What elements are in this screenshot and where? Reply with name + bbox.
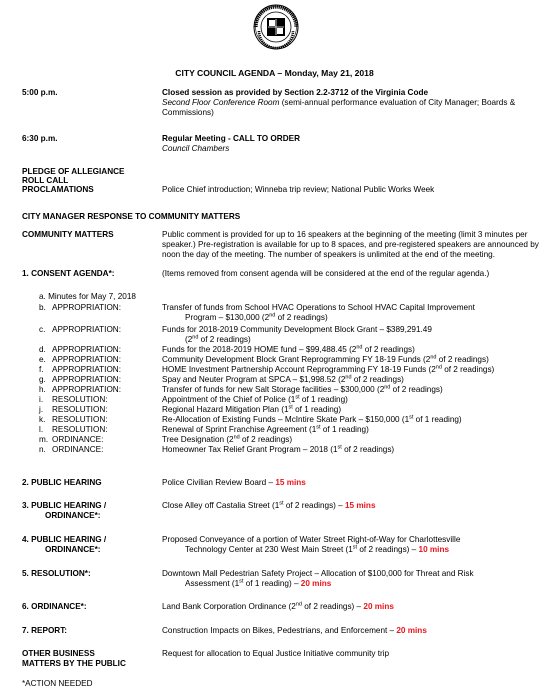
consent-item-text: Funds for the 2018-2019 HOME fund – $99,488.45 (2 [162,345,357,354]
consent-item-sup: st [337,444,342,451]
consent-item-letter: f. [39,365,44,374]
consent-item-type: RESOLUTION: [52,425,108,434]
consent-item-type: APPROPRIATION: [52,365,121,374]
public-hearing-3-mins: 15 mins [345,501,376,510]
consent-item-sup: st [316,424,321,431]
consent-item-text: Tree Designation (2 [162,435,234,444]
consent-item-sup: nd [345,374,352,381]
resolution-5-text-2: Assessment (1 [185,579,240,588]
consent-item-text: Spay and Neuter Program at SPCA – $1,998.52 (2 [162,375,346,384]
consent-item-letter: b. [39,303,46,312]
consent-item-sup: st [295,394,300,401]
consent-minutes: a. Minutes for May 7, 2018 [39,292,136,301]
consent-item-text-end: of 1 reading) [320,425,369,434]
public-hearing-2-mins: 15 mins [275,478,306,487]
ordinance-6-label: 6. ORDINANCE*: [22,602,87,611]
consent-item-text-cont: (2 [185,335,193,344]
other-business-text: Request for allocation to Equal Justice Initiative community trip [162,649,390,658]
consent-item-type: RESOLUTION: [52,395,108,404]
consent-item-type: ORDINANCE: [52,435,104,444]
consent-item-type: RESOLUTION: [52,415,108,424]
consent-item-type: APPROPRIATION: [52,355,121,364]
regular-meeting-time: 6:30 p.m. [22,134,58,143]
ordinance-6-sup: nd [295,601,302,608]
regular-meeting-location: Council Chambers [162,144,230,153]
consent-item-text-end: of 2 readings) [275,313,328,322]
public-hearing-2-text: Police Civilian Review Board – [162,478,276,487]
consent-item-text-end: of 1 reading) [292,405,342,414]
consent-item-text-cont: Program – $130,000 (2 [185,313,270,322]
consent-item-text: Transfer of funds for new Salt Storage facilities – $300,000 (2 [162,385,385,394]
consent-item-sup: nd [435,364,442,371]
consent-item-text: Renewal of Sprint Franchise Agreement (1 [162,425,317,434]
consent-item-text-end: of 2 readings) [239,435,293,444]
consent-item-letter: e. [39,355,46,364]
consent-item-letter: h. [39,385,46,394]
consent-item-letter: i. [39,395,44,404]
consent-item-text-end: of 2 readings) [362,345,415,354]
consent-item-sup: st [288,404,293,411]
consent-item-text-end: of 2 readings) [198,335,251,344]
agenda-title: CITY COUNCIL AGENDA – Monday, May 21, 2018 [175,68,374,78]
public-hearing-4-text: Proposed Conveyance of a portion of Water Street Right-of-Way for Charlottesville [162,535,461,544]
proclamations-heading: PROCLAMATIONS [22,185,94,194]
consent-item-text-end: of 1 reading) [413,415,462,424]
resolution-5-mins: 20 mins [300,579,332,588]
closed-session-detail: (semi-annual performance evaluation of City Manager; Boards & Commissions) [162,98,516,117]
consent-item-text-end: of 2 readings) [441,365,495,374]
consent-item-text: Appointment of the Chief of Police (1 [162,395,296,404]
consent-item-type: APPROPRIATION: [52,303,121,312]
consent-agenda-note: (Items removed from consent agenda will be considered at the end of the regular agenda.) [162,269,490,278]
community-matters-text: Public comment is provided for up to 16 speakers at the beginning of the meeting (limit 3 minutes per speaker.) Pre-registration is available for up to 8 spaces, and pre-registered speakers are announced by noon the day of the meeting. The number of speakers is unlimited at the end of the meeting. [162,230,539,260]
consent-item-text-end: of 2 readings) [351,375,404,384]
report-7-mins: 20 mins [396,626,427,635]
consent-item-sup: nd [269,312,276,319]
public-hearing-4-sup: st [352,544,358,551]
consent-item-text: Transfer of funds from School HVAC Operations to School HVAC Capital Improvement [162,303,475,312]
consent-item-text: Community Development Block Grant Reprogramming FY 18-19 Funds (2 [162,355,431,364]
consent-item-sup: nd [384,384,391,391]
consent-item-text: Regional Hazard Mitigation Plan (1 [162,405,289,414]
consent-item-type: RESOLUTION: [52,405,108,414]
ordinance-6-text-end: of 2 readings) – [301,602,364,611]
regular-meeting-heading: Regular Meeting - CALL TO ORDER [162,134,300,143]
consent-item-letter: d. [39,345,46,354]
consent-item-type: APPROPRIATION: [52,385,121,394]
community-matters-label: COMMUNITY MATTERS [22,230,114,239]
consent-item-type: APPROPRIATION: [52,345,121,354]
consent-item-sup: nd [356,344,363,351]
consent-item-letter: g. [39,375,46,384]
public-hearing-4-sublabel: ORDINANCE*: [45,545,101,554]
consent-item-text-end: of 2 readings) [341,445,395,454]
public-hearing-3-text-end: of 2 readings) – [283,501,345,510]
closed-session-heading: Closed session as provided by Section 2.2-3712 of the Virginia Code [162,88,429,97]
public-hearing-3-label: 3. PUBLIC HEARING / [22,501,107,510]
public-hearing-4-label: 4. PUBLIC HEARING / [22,535,107,544]
consent-item-text: Re-Allocation of Existing Funds – McIntire Skate Park – $150,000 (1 [162,415,410,424]
action-needed-footnote: *ACTION NEEDED [22,679,93,688]
resolution-5-text: Downtown Mall Pedestrian Safety Project – Allocation of $100,000 for Threat and Risk [162,569,474,578]
consent-item-letter: j. [39,405,44,414]
resolution-5-label: 5. RESOLUTION*: [22,569,91,578]
resolution-5-text-end: of 1 reading) – [243,579,301,588]
matters-by-public-label: MATTERS BY THE PUBLIC [22,659,126,668]
public-hearing-3-text: Close Alley off Castalia Street (1 [162,501,280,510]
consent-agenda-label: 1. CONSENT AGENDA*: [22,269,115,278]
consent-item-type: APPROPRIATION: [52,325,121,334]
consent-item-sup: nd [233,434,240,441]
consent-item-text-end: of 2 readings) [390,385,443,394]
consent-item-letter: l. [39,425,44,434]
closed-session-time: 5:00 p.m. [22,88,58,97]
closed-session-location: Second Floor Conference Room [162,98,280,107]
public-hearing-3-sup: st [279,500,284,507]
consent-item-letter: c. [39,325,46,334]
other-business-label: OTHER BUSINESS [22,649,95,658]
report-7-text: Construction Impacts on Bikes, Pedestrians, and Enforcement – [162,626,397,635]
consent-item-type: APPROPRIATION: [52,375,121,384]
pledge-heading: PLEDGE OF ALLEGIANCE [22,167,125,176]
consent-item-type: ORDINANCE: [52,445,104,454]
consent-item-text-end: of 1 reading) [299,395,348,404]
consent-item-sup: st [409,414,414,421]
report-7-label: 7. REPORT: [22,626,68,635]
consent-item-letter: n. [39,445,46,454]
ordinance-6-text: Land Bank Corporation Ordinance (2 [162,602,296,611]
public-hearing-4-text-end: of 2 readings) – [357,545,419,554]
city-manager-heading: CITY MANAGER RESPONSE TO COMMUNITY MATTERS [22,212,241,221]
city-seal-logo [253,4,299,50]
resolution-5-sup: st [239,578,244,585]
consent-item-text: HOME Investment Partnership Account Reprogramming FY 18-19 Funds (2 [162,365,436,374]
roll-call-heading: ROLL CALL [22,176,69,185]
public-hearing-3-sublabel: ORDINANCE*: [45,511,101,520]
consent-item-sup: nd [430,354,437,361]
consent-item-letter: k. [39,415,46,424]
consent-item-text: Homeowner Tax Relief Grant Program – 2018 (1 [162,445,338,454]
public-hearing-4-text-2: Technology Center at 230 West Main Street (1 [185,545,353,554]
consent-item-letter: m. [39,435,49,444]
public-hearing-4-mins: 10 mins [418,545,450,554]
proclamations-text: Police Chief introduction; Winneba trip review; National Public Works Week [162,185,435,194]
consent-item-text-end: of 2 readings) [436,355,489,364]
ordinance-6-mins: 20 mins [363,602,394,611]
public-hearing-2-label: 2. PUBLIC HEARING [22,478,102,487]
consent-item-text: Funds for 2018-2019 Community Development Block Grant – $389,291.49 [162,325,432,334]
consent-item-sup: nd [192,334,199,341]
